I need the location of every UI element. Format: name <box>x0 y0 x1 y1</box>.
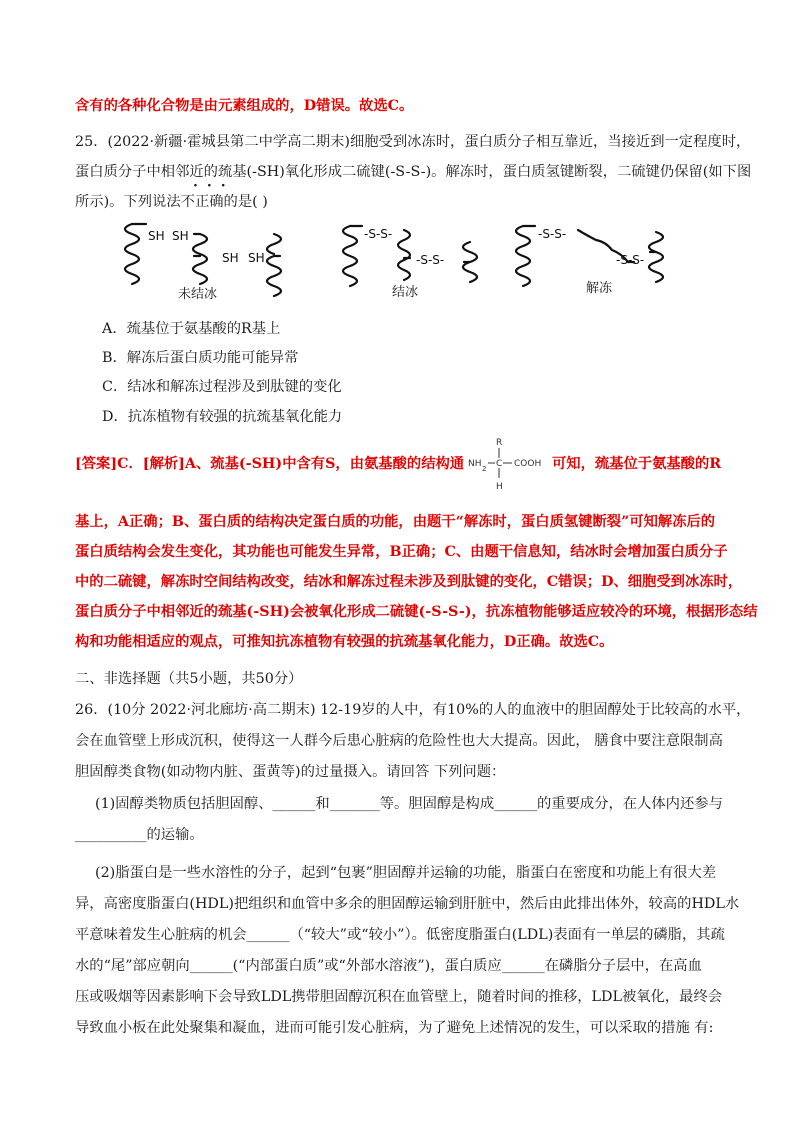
ss-label-1: -S-S- <box>364 227 393 241</box>
formula-h: H <box>496 482 503 492</box>
caption-thawed: 解冻 <box>586 281 613 296</box>
answer-line-5: 蛋白质分子中相邻近的巯基(-SH)会被氧化形成二硫键(-S-S-)，抗冻植物能够适应较冷的环境，根据形态结 <box>75 604 758 620</box>
protein-chain-3c <box>649 232 663 282</box>
emphasized-word <box>181 194 224 210</box>
answer-line-1a: [答案]C．[解析]A、巯基(-SH)中含有S，由氨基酸的结构通 <box>75 456 465 472</box>
sh-label-4: SH <box>248 251 265 265</box>
answer-line-3: 蛋白质结构会发生变化，其功能也可能发生异常，B正确；C、由题干信息知，结冰时会增加蛋白质分子 <box>75 544 728 560</box>
protein-chain-2b <box>398 230 410 280</box>
q26-part2-line-6: 导致血小板在此处聚集和凝血，进而可能引发心脏病，为了避免上述情况的发生，可以采取的措施 有: <box>75 1020 714 1036</box>
q26-line-3: 胆固醇类食物(如动物内脏、蛋黄等)的过量摄入。请回答 下列问题： <box>75 764 506 780</box>
q26-part1-line-2: __________的运输。 <box>75 827 204 843</box>
section-heading: 二、非选择题（共5小题，共50分） <box>75 671 303 687</box>
protein-chain-2a <box>343 226 362 286</box>
q26-line-1: 26．(10分 2022·河北廊坊·高二期末) 12-19岁的人中，有10%的人的血液中的胆固醇处于比较高的水平， <box>75 702 751 718</box>
q25-line-3a: 所示)。下列说法 <box>75 194 181 210</box>
amino-acid-formula <box>466 436 548 492</box>
formula-nh: NH <box>468 459 482 469</box>
answer-line-6: 构和功能相适应的观点，可推知抗冻植物有较强的抗巯基氧化能力，D正确。故选C。 <box>75 634 614 650</box>
sh-label-1: SH <box>148 229 165 243</box>
option-d: D．抗冻植物有较强的抗巯基氧化能力 <box>102 409 343 425</box>
answer-line-4: 中的二硫键，解冻时空间结构改变，结冰和解冻过程未涉及到肽键的变化，C错误；D、细胞受到冰冻时， <box>75 574 743 590</box>
protein-chain-3a <box>516 226 535 286</box>
q26-part2-line-4: 水的“尾”部应朝向______(“内部蛋白质”或“外部水溶液”)，蛋白质应______在磷脂分子层中，在高血 <box>75 958 702 974</box>
ss-label-4: -S-S- <box>616 253 645 267</box>
formula-sub2: 2 <box>482 465 487 473</box>
sh-label-2: SH <box>172 229 189 243</box>
protein-chain-2c <box>463 242 477 282</box>
formula-c: C <box>496 459 503 469</box>
ss-label-3: -S-S- <box>538 227 567 241</box>
prev-answer-tail: 含有的各种化合物是由元素组成的，D错误。故选C。 <box>75 98 414 114</box>
q26-part2-line-2: 异，高密度脂蛋白(HDL)把组织和血管中多余的胆固醇运输到肝脏中，然后由此排出体外，较高的HDL水 <box>75 896 740 912</box>
formula-r: R <box>496 438 503 448</box>
protein-chain-1c <box>267 234 281 296</box>
protein-chain-1b <box>193 234 207 284</box>
option-b: B．解冻后蛋白质功能可能异常 <box>102 350 299 366</box>
q26-part2-line-1: (2)脂蛋白是一些水溶性的分子，起到“包裹”胆固醇并运输的功能，脂蛋白在密度和功能上有很大差 <box>95 865 717 881</box>
q26-part1-line-1: (1)固醇类物质包括胆固醇、______和_______等。胆固醇是构成______的重要成分，在人体内还参与 <box>95 796 723 812</box>
answer-line-2: 基上，A正确；B、蛋白质的结构决定蛋白质的功能，由题干“解冻时，蛋白质氢键断裂”可知解冻后的 <box>75 514 716 530</box>
q25-line-2: 蛋白质分子中相邻近的巯基(-SH)氧化形成二硫键(-S-S-)。解冻时，蛋白质氢键断裂，二硫键仍保留(如下图 <box>75 164 752 180</box>
answer-line-1b: 可知，巯基位于氨基酸的R <box>552 456 722 472</box>
ss-label-2: -S-S- <box>416 253 445 267</box>
q25-line-1: 25．(2022·新疆·霍城县第二中学高二期末)细胞受到冰冻时，蛋白质分子相互靠近，当接近到一定程度时， <box>75 134 751 150</box>
option-a: A．巯基位于氨基酸的R基上 <box>102 321 281 337</box>
q25-line-3c: 的是( ) <box>223 194 268 210</box>
option-c: C．结冰和解冻过程涉及到肽键的变化 <box>102 379 342 395</box>
disulfide-diagram <box>110 212 710 302</box>
emphasis-dots: ··· <box>193 178 235 194</box>
caption-frozen: 结冰 <box>392 285 419 300</box>
q26-part2-line-5: 压或吸烟等因素影响下会导致LDL携带胆固醇沉积在血管壁上，随着时间的推移，LDL被氧化，最终会 <box>75 989 723 1005</box>
q26-line-2: 会在血管壁上形成沉积，使得这一人群今后患心脏病的危险性也大大提高。因此， 膳食中要注意限制高 <box>75 733 723 749</box>
caption-unfrozen: 未结冰 <box>178 287 218 302</box>
protein-chain-1a <box>125 224 146 284</box>
not-correct-emph: 不正确 <box>180 194 224 210</box>
sh-label-3: SH <box>222 251 239 265</box>
q26-part2-line-3: 平意味着发生心脏病的机会______（“较大”或“较小”）。低密度脂蛋白(LDL)表面有一单层的磷脂，其疏 <box>75 927 725 943</box>
formula-cooh: COOH <box>514 459 542 469</box>
q25-line-3 <box>75 193 268 211</box>
